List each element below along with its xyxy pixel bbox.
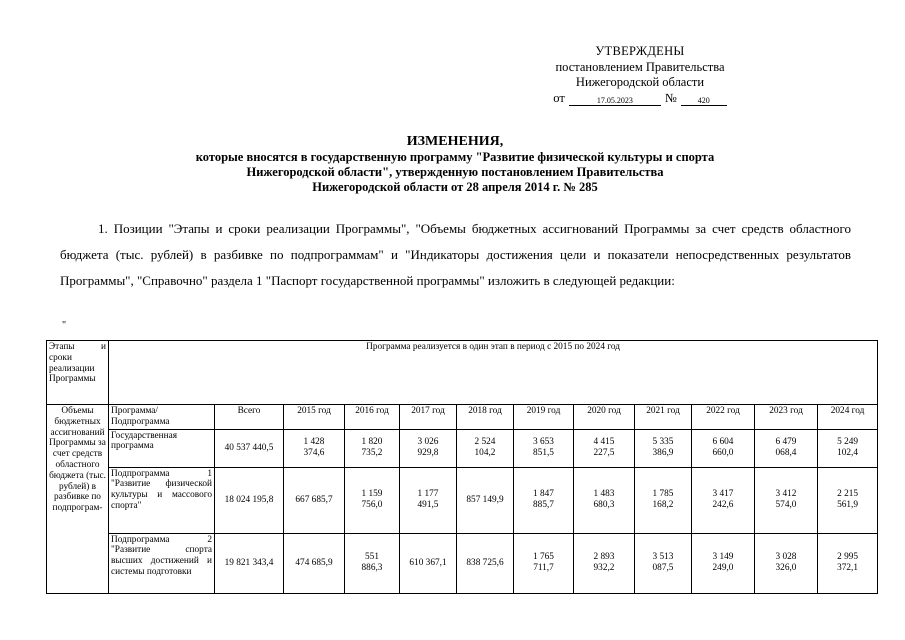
body-paragraph: 1. Позиции "Этапы и сроки реализации Программы", "Объемы бюджетных ассигнований Программы за счет средств областного бюджета (тыс. рублей) в разбивке по подпрограммам" и "Индикаторы достижения цели и показатели непосредственных результатов Программы", "Справочно" раздела 1 "Паспорт государственной программы" изложить в следующей редакции: (60, 221, 851, 288)
value-part: 1 177 (417, 489, 439, 500)
stages-label: Этапы и сроки реализации Программы (47, 341, 109, 405)
table-header-row (47, 405, 878, 430)
heading-line3: Нижегородской области", утвержденную постановлением Правительства (246, 165, 664, 179)
row-year-value (284, 467, 345, 533)
approval-block (520, 44, 760, 106)
row-year-value (692, 429, 755, 467)
value-part: 735,2 (361, 448, 383, 459)
table-row (47, 533, 878, 593)
row-name: Государственная программа (109, 429, 215, 467)
value-part: 1 428 (303, 437, 325, 448)
opening-quote: " (62, 320, 67, 331)
value-part: 2 524 (474, 437, 496, 448)
value-part: 1 765 (533, 552, 554, 563)
header-total: Всего (215, 405, 284, 430)
value-part: 667 685,7 (295, 494, 333, 505)
value-part: 5 335 (652, 437, 674, 448)
header-2017: 2017 год (400, 405, 457, 430)
value-part: 326,0 (775, 563, 797, 574)
row-year-value (692, 467, 755, 533)
value-part: 932,2 (593, 563, 615, 574)
row-total: 19 821 343,4 (215, 533, 284, 593)
header-2019: 2019 год (514, 405, 574, 430)
approval-signature-line (520, 91, 760, 107)
value-part: 6 479 (775, 437, 797, 448)
header-program: Программа/ Подпрограмма (109, 405, 215, 430)
value-part: 4 415 (593, 437, 615, 448)
value-part: 1 483 (593, 489, 615, 500)
row-year-value (692, 533, 755, 593)
value-part: 3 149 (712, 552, 734, 563)
value-part: 227,5 (593, 448, 615, 459)
row-year-value (755, 467, 818, 533)
row-year-value (457, 429, 514, 467)
row-year-value (400, 533, 457, 593)
value-part: 3 513 (652, 552, 674, 563)
row-year-value (635, 533, 692, 593)
value-part: 068,4 (775, 448, 797, 459)
heading-line2: которые вносятся в государственную программу "Развитие физической культуры и спорта (195, 150, 715, 164)
value-part: 168,2 (652, 500, 674, 511)
value-part: 6 604 (712, 437, 734, 448)
table-row-stages (47, 341, 878, 405)
value-part: 551 (365, 552, 379, 563)
value-part: 929,8 (417, 448, 439, 459)
value-part: 374,6 (303, 448, 325, 459)
row-year-value (345, 533, 400, 593)
value-part: 838 725,6 (466, 557, 504, 568)
value-part: 3 026 (417, 437, 439, 448)
value-part: 886,3 (361, 563, 383, 574)
row-year-value (635, 467, 692, 533)
approval-line2: Нижегородской области (575, 75, 705, 89)
row-year-value (514, 533, 574, 593)
value-part: 3 028 (775, 552, 797, 563)
approval-title: УТВЕРЖДЕНЫ (595, 44, 685, 58)
value-part: 885,7 (533, 500, 554, 511)
row-total: 18 024 195,8 (215, 467, 284, 533)
value-part: 474 685,9 (295, 557, 333, 568)
row-year-value (574, 429, 635, 467)
program-table (46, 340, 878, 594)
value-part: 561,9 (837, 500, 859, 511)
row-year-value (818, 533, 878, 593)
row-year-value (574, 533, 635, 593)
approval-line1: постановлением Правительства (555, 59, 725, 74)
value-part: 087,5 (652, 563, 674, 574)
value-part: 249,0 (712, 563, 734, 574)
header-2022: 2022 год (692, 405, 755, 430)
row-year-value (284, 429, 345, 467)
value-part: 5 249 (837, 437, 859, 448)
value-part: 711,7 (533, 563, 554, 574)
approval-from-label: от (553, 90, 565, 105)
value-part: 1 785 (652, 489, 674, 500)
value-part: 2 995 (837, 552, 859, 563)
value-part: 680,3 (593, 500, 615, 511)
row-name: Подпрограмма 2 "Развитие спорта высших достижений и системы подготовки (109, 533, 215, 593)
heading-line4: Нижегородской области от 28 апреля 2014 г. № 285 (312, 180, 598, 194)
value-part: 3 412 (775, 489, 797, 500)
header-2018: 2018 год (457, 405, 514, 430)
row-year-value (400, 429, 457, 467)
value-part: 242,6 (712, 500, 734, 511)
approval-number: 420 (681, 96, 727, 106)
value-part: 1 159 (361, 489, 383, 500)
row-name: Подпрограмма 1 "Развитие физической культуры и массового спорта" (109, 467, 215, 533)
row-year-value (818, 429, 878, 467)
value-part: 660,0 (712, 448, 734, 459)
header-2021: 2021 год (635, 405, 692, 430)
row-year-value (818, 467, 878, 533)
stages-value: Программа реализуется в один этап в период с 2015 по 2024 год (109, 341, 878, 405)
value-part: 1 820 (361, 437, 383, 448)
value-part: 102,4 (837, 448, 859, 459)
value-part: 2 893 (593, 552, 615, 563)
heading-title: ИЗМЕНЕНИЯ, (406, 134, 504, 149)
value-part: 386,9 (652, 448, 674, 459)
header-2015: 2015 год (284, 405, 345, 430)
approval-number-label: № (664, 90, 677, 105)
value-part: 756,0 (361, 500, 383, 511)
value-part: 491,5 (417, 500, 439, 511)
value-part: 574,0 (775, 500, 797, 511)
row-year-value (755, 429, 818, 467)
value-part: 3 653 (533, 437, 554, 448)
header-2016: 2016 год (345, 405, 400, 430)
table-row (47, 467, 878, 533)
value-part: 1 847 (533, 489, 554, 500)
row-year-value (457, 467, 514, 533)
row-year-value (345, 467, 400, 533)
row-year-value (284, 533, 345, 593)
row-year-value (574, 467, 635, 533)
value-part: 104,2 (474, 448, 496, 459)
row-year-value (514, 467, 574, 533)
table-row (47, 429, 878, 467)
approval-date: 17.05.2023 (569, 96, 661, 106)
document-heading (60, 133, 850, 195)
value-part: 851,5 (533, 448, 554, 459)
value-part: 610 367,1 (409, 557, 447, 568)
value-part: 3 417 (712, 489, 734, 500)
row-year-value (755, 533, 818, 593)
value-part: 372,1 (837, 563, 859, 574)
header-2020: 2020 год (574, 405, 635, 430)
row-year-value (514, 429, 574, 467)
row-year-value (457, 533, 514, 593)
budget-label: Объемы бюджетных ассигнований Программы за счет средств областного бюджета (тыс. рублей) в разбивке по подпрограм- (47, 405, 109, 594)
row-total: 40 537 440,5 (215, 429, 284, 467)
row-year-value (400, 467, 457, 533)
header-2023: 2023 год (755, 405, 818, 430)
row-year-value (635, 429, 692, 467)
row-year-value (345, 429, 400, 467)
value-part: 2 215 (837, 489, 859, 500)
header-2024: 2024 год (818, 405, 878, 430)
value-part: 857 149,9 (466, 494, 504, 505)
